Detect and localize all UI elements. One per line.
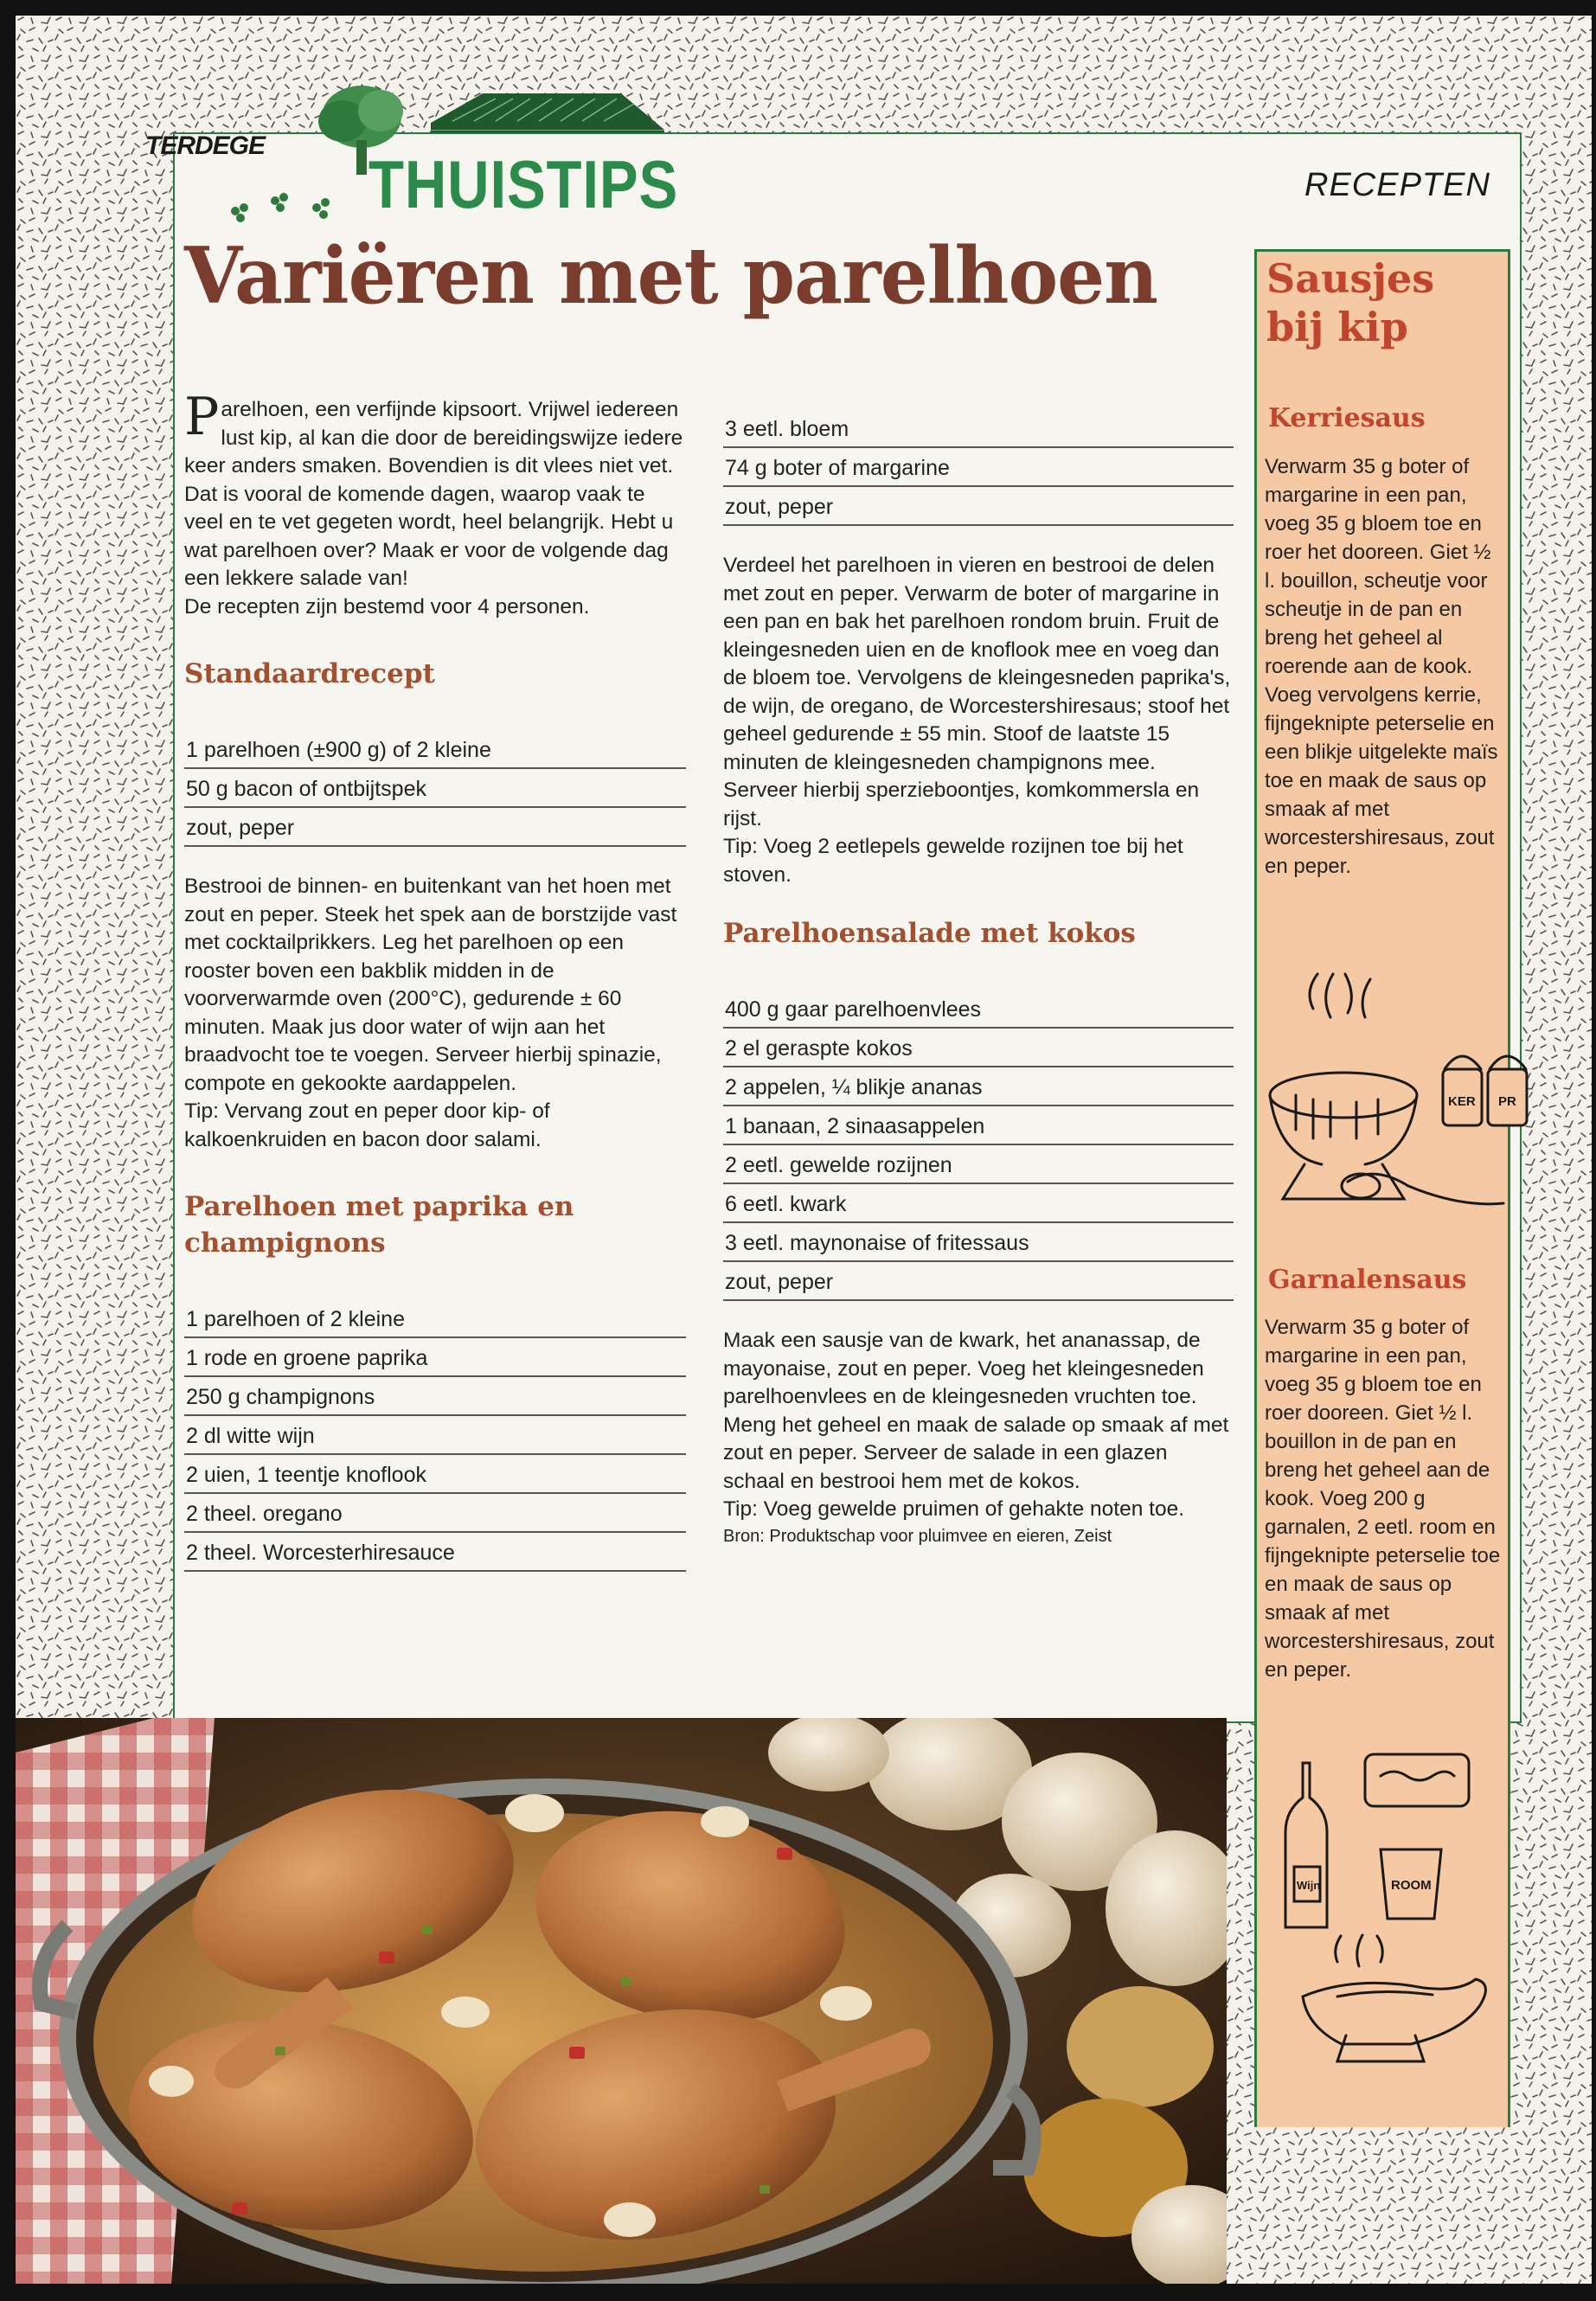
wine-cream-gravy-illustration xyxy=(1268,1746,1502,2100)
sauce-text: Verwarm 35 g boter of margarine in een pan, voeg 35 g bloem toe en roer het dooreen. Giet ½ l. bouillon, scheutje voor scheutje in de pan en breng het geheel al roerende aan de kook. Voeg vervolgens kerrie, fijngeknipte peterselie en een blikje uitgelekte maïs toe en maak de saus op smaak af met worcestershiresaus, zout en peper. xyxy=(1265,455,1498,878)
sidebar-title: Sausjes bij kip xyxy=(1266,255,1435,350)
ingredient-list xyxy=(723,990,1234,1301)
ingredient-item: 250 g champignons xyxy=(184,1377,686,1416)
roasted-guinea-fowl-photo xyxy=(16,1718,1227,2284)
recipe-title: Parelhoen met paprika en champignons xyxy=(184,1191,574,1259)
ingredient-item: 1 rode en groene paprika xyxy=(184,1338,686,1377)
ingredient-item: 2 theel. oregano xyxy=(184,1494,686,1533)
ingredient-item: zout, peper xyxy=(723,1262,1234,1301)
ingredient-item: zout, peper xyxy=(184,808,686,847)
jar-label: PR xyxy=(1498,1094,1516,1109)
ingredient-item: 74 g boter of margarine xyxy=(723,448,1234,487)
recipe-method: Maak een sausje van de kwark, het ananassap, de mayonaise, zout en peper. Voeg het kleingesneden parelhoenvlees en de kleingesneden vruchten toe. Meng het geheel en maak de salade op smaak af met zout en peper. Serveer de salade in een glazen schaal en bestrooi hem met de kokos. xyxy=(723,1329,1229,1493)
article-title: Variëren met parelhoen xyxy=(184,230,1157,322)
ingredient-list xyxy=(184,1299,686,1572)
recipe-tip: Tip: Vervang zout en peper door kip- of kalkoenkruiden en bacon door salami. xyxy=(184,1099,550,1151)
recipe-method: Verdeel het parelhoen in vieren en bestrooi de delen met zout en peper. Verwarm de boter of margarine in een pan en bak het parelhoen rondom bruin. Fruit de kleingesneden uien en de knoflook mee en voeg dan de bloem toe. Vervolgens de kleingesneden paprika's, de wijn, de oregano, de Worcestershiresaus; stoof het geheel gedurende ± 55 min. Stoof de laatste 15 minuten de kleingesneden champignons mee. Serveer hierbij sperzieboontjes, komkommersla en rijst. xyxy=(723,554,1231,830)
intro-paragraph: Parelhoen, een verfijnde kipsoort. Vrijwel iedereen lust kip, al kan die door de bereidingswijze iedere keer anders smaken. Bovendien is dit vlees niet vet. Dat is vooral de komende dagen, waarop vaak te veel en te vet gegeten wordt, heel belangrijk. Hebt u wat parelhoen over? Maak er voor de volgende dag een lekkere salade van! xyxy=(184,387,683,590)
ingredient-item: 2 dl witte wijn xyxy=(184,1416,686,1455)
magazine-page xyxy=(16,16,1592,2284)
ingredient-item: 3 eetl. maynonaise of fritessaus xyxy=(723,1223,1234,1262)
article-column-2 xyxy=(723,409,1234,1548)
recipe-title: Parelhoensalade met kokos xyxy=(723,918,1136,949)
ingredient-item: 2 eetl. gewelde rozijnen xyxy=(723,1145,1234,1184)
recipe-tip: Tip: Voeg 2 eetlepels gewelde rozijnen toe bij het stoven. xyxy=(723,835,1183,887)
ingredient-item: zout, peper xyxy=(723,487,1234,526)
source-credit: Bron: Produktschap voor pluimvee en eieren, Zeist xyxy=(723,1526,1112,1546)
cup-label: ROOM xyxy=(1391,1878,1432,1893)
brand-name: TERDEGE xyxy=(145,131,266,160)
ingredient-item: 50 g bacon of ontbijtspek xyxy=(184,769,686,808)
bottle-label: Wijn xyxy=(1297,1879,1321,1892)
jar-label: KER xyxy=(1448,1094,1476,1109)
recipe-tip: Tip: Voeg gewelde pruimen of gehakte noten toe. xyxy=(723,1497,1185,1521)
sauce-title: Kerriesaus xyxy=(1268,403,1426,433)
ingredient-item: 2 theel. Worcesterhiresauce xyxy=(184,1533,686,1572)
recipe-title: Standaardrecept xyxy=(184,658,435,689)
ingredient-item: 2 appelen, ¼ blikje ananas xyxy=(723,1067,1234,1106)
ingredient-item: 1 parelhoen (±900 g) of 2 kleine xyxy=(184,730,686,769)
ingredient-item: 2 el geraspte kokos xyxy=(723,1029,1234,1067)
ingredient-item: 3 eetl. bloem xyxy=(723,409,1234,448)
recipe-method: Bestrooi de binnen- en buitenkant van het hoen met zout en peper. Steek het spek aan de borstzijde vast met cocktailprikkers. Leg het parelhoen op een rooster boven een bakblik midden in de voorverwarmde oven (200°C), gedurende ± 60 minuten. Maak jus door water of wijn aan het braadvocht toe te voegen. Serveer hierbij spinazie, compote en gekookte aardappelen. xyxy=(184,875,677,1095)
brand-title: THUISTIPS xyxy=(369,146,679,222)
ingredient-item: 2 uien, 1 teentje knoflook xyxy=(184,1455,686,1494)
drop-cap: P xyxy=(184,387,220,447)
steaming-pot-illustration xyxy=(1261,965,1555,1225)
article-column-1 xyxy=(184,387,686,1572)
ingredient-list xyxy=(723,409,1234,526)
sauce-text: Verwarm 35 g boter of margarine in een pan, voeg 35 g bloem toe en roer dooreen. Giet ½ l. bouillon in de pan en breng het geheel aan de kook. Voeg 200 g garnalen, 2 eetl. room en fijngeknipte peterselie toe en maak de saus op smaak af met worcestershiresaus, zout en peper. xyxy=(1265,1316,1501,1682)
ingredient-item: 1 parelhoen of 2 kleine xyxy=(184,1299,686,1338)
flower-decoration-icon xyxy=(223,182,353,234)
ingredient-list xyxy=(184,730,686,847)
brand-logo xyxy=(145,69,742,234)
ingredient-item: 400 g gaar parelhoenvlees xyxy=(723,990,1234,1029)
sauce-title: Garnalensaus xyxy=(1268,1265,1467,1295)
intro-note: De recepten zijn bestemd voor 4 personen. xyxy=(184,594,590,619)
ingredient-item: 1 banaan, 2 sinaasappelen xyxy=(723,1106,1234,1145)
ingredient-item: 6 eetl. kwark xyxy=(723,1184,1234,1223)
section-label: RECEPTEN xyxy=(1304,167,1490,203)
